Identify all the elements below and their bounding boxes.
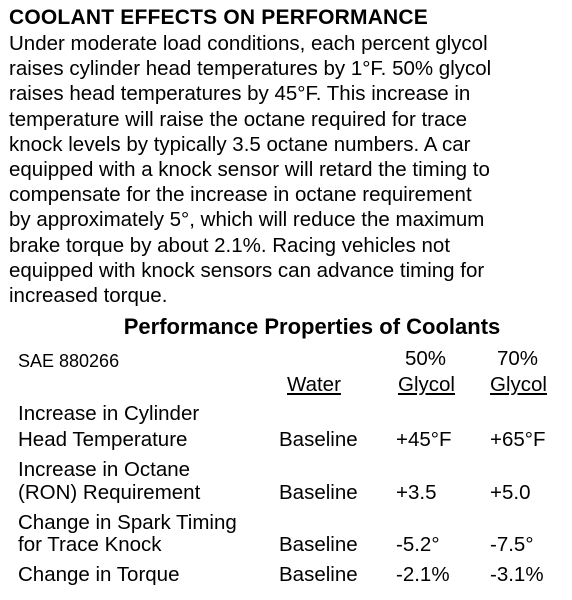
row-label: (RON) Requirement xyxy=(18,481,201,504)
table-title: Performance Properties of Coolants xyxy=(123,314,501,339)
col-header-water: Water xyxy=(287,373,341,396)
paragraph-line: by approximately 5°, which will reduce the maximum xyxy=(9,208,485,232)
section-heading: COOLANT EFFECTS ON PERFORMANCE xyxy=(9,6,428,29)
paragraph-line: raises cylinder head temperatures by 1°F. 50% glycol xyxy=(9,57,492,81)
cell-70-glycol: +65°F xyxy=(490,428,546,451)
cell-70-glycol: +5.0 xyxy=(490,481,531,504)
row-label: Increase in Octane xyxy=(18,458,191,481)
cell-50-glycol: +45°F xyxy=(396,428,452,451)
cell-water: Baseline xyxy=(279,481,358,504)
source-reference: SAE 880266 xyxy=(18,351,120,371)
col-header-50-glycol: Glycol xyxy=(398,373,455,396)
paragraph-line: equipped with knock sensors can advance timing for xyxy=(9,258,485,282)
cell-water: Baseline xyxy=(279,533,358,556)
col-70-percent: 70% xyxy=(497,347,539,370)
paragraph-line: temperature will raise the octane required for trace xyxy=(9,107,468,131)
body-paragraph xyxy=(9,31,569,308)
cell-70-glycol: -7.5° xyxy=(490,533,534,556)
paragraph-line: equipped with a knock sensor will retard the timing to xyxy=(9,158,490,182)
cell-70-glycol: -3.1% xyxy=(490,563,544,586)
paragraph-line: Under moderate load conditions, each percent glycol xyxy=(9,32,488,55)
paragraph-line: brake torque by about 2.1%. Racing vehicles not xyxy=(9,233,451,257)
row-label: for Trace Knock xyxy=(18,533,162,556)
row-label: Change in Spark Timing xyxy=(18,511,237,534)
cell-50-glycol: +3.5 xyxy=(396,481,437,504)
row-label: Increase in Cylinder xyxy=(18,402,200,425)
paragraph-line: knock levels by typically 3.5 octane numbers. A car xyxy=(9,132,471,156)
paragraph-line: raises head temperatures by 45°F. This increase in xyxy=(9,82,471,106)
cell-50-glycol: -5.2° xyxy=(396,533,440,556)
cell-50-glycol: -2.1% xyxy=(396,563,450,586)
paragraph-line: compensate for the increase in octane requirement xyxy=(9,183,472,207)
paragraph-line: increased torque. xyxy=(9,284,168,308)
col-50-percent: 50% xyxy=(405,347,447,370)
row-label: Head Temperature xyxy=(18,428,188,451)
col-header-70-glycol: Glycol xyxy=(490,373,547,396)
row-label: Change in Torque xyxy=(18,563,180,586)
cell-water: Baseline xyxy=(279,428,358,451)
cell-water: Baseline xyxy=(279,563,358,586)
